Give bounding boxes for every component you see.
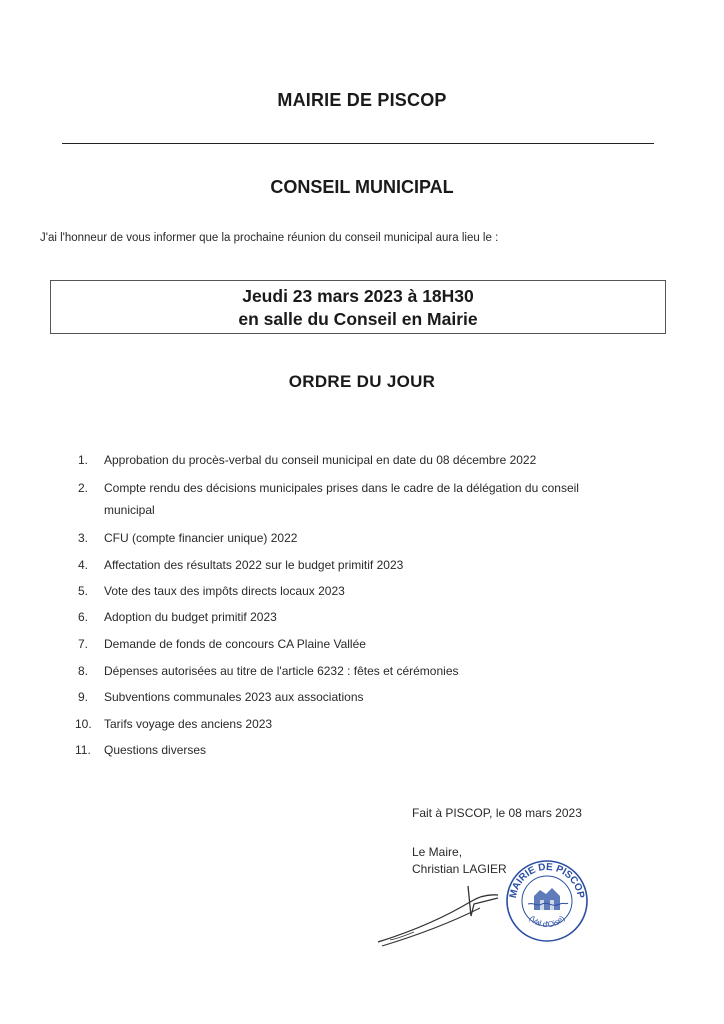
agenda-item <box>78 531 297 545</box>
agenda-item-number: 6. <box>78 610 89 624</box>
document-title: MAIRIE DE PISCOP <box>277 90 447 110</box>
agenda-item-text: Adoption du budget primitif 2023 <box>104 610 277 624</box>
document-subtitle: CONSEIL MUNICIPAL <box>270 177 454 197</box>
meeting-date: Jeudi 23 mars 2023 à 18H30 <box>242 286 474 306</box>
agenda-item-text: Subventions communales 2023 aux associations <box>104 690 364 704</box>
svg-text:MAIRIE DE PISCOP: MAIRIE DE PISCOP <box>508 861 586 900</box>
agenda-item <box>78 558 403 572</box>
agenda-item-text: Dépenses autorisées au titre de l'article 6232 : fêtes et cérémonies <box>104 664 459 678</box>
agenda-item-number: 10. <box>75 717 92 731</box>
meeting-place: en salle du Conseil en Mairie <box>238 309 478 329</box>
svg-text:(Val d'Oise): (Val d'Oise) <box>527 913 567 930</box>
place-and-date: Fait à PISCOP, le 08 mars 2023 <box>412 806 582 820</box>
agenda-item <box>78 664 459 678</box>
agenda-item-text: Vote des taux des impôts directs locaux 2023 <box>104 584 345 598</box>
agenda-item-number: 11. <box>75 743 91 757</box>
agenda-item <box>78 453 536 467</box>
mairie-stamp <box>504 858 590 944</box>
signatory-name: Christian LAGIER <box>412 862 507 876</box>
agenda-title: ORDRE DU JOUR <box>288 372 436 391</box>
agenda-item-text: Demande de fonds de concours CA Plaine Vallée <box>104 637 366 651</box>
intro-text: J'ai l'honneur de vous informer que la prochaine réunion du conseil municipal aura lieu le : <box>40 232 499 244</box>
agenda-item-number: 4. <box>78 558 89 572</box>
agenda-item-number: 2. <box>78 481 89 495</box>
agenda-item-text-continued: municipal <box>104 503 155 517</box>
agenda-item <box>75 717 272 731</box>
agenda-item-text: Approbation du procès-verbal du conseil municipal en date du 08 décembre 2022 <box>104 453 537 467</box>
agenda-item <box>78 610 277 624</box>
handwritten-signature <box>370 880 510 950</box>
title-divider <box>62 143 654 144</box>
agenda-item-number: 7. <box>78 637 89 651</box>
agenda-item <box>78 690 364 704</box>
agenda-item <box>78 637 366 651</box>
agenda-item-text: Questions diverses <box>104 743 207 757</box>
agenda-item-number: 3. <box>78 531 89 545</box>
agenda-item-text: Compte rendu des décisions municipales prises dans le cadre de la délégation du conseil <box>104 481 579 495</box>
agenda-item-text: Affectation des résultats 2022 sur le budget primitif 2023 <box>104 558 404 572</box>
agenda-item-text: Tarifs voyage des anciens 2023 <box>104 717 273 731</box>
agenda-item <box>78 584 345 598</box>
agenda-item-number: 5. <box>78 584 89 598</box>
agenda-item-number: 9. <box>78 690 89 704</box>
agenda-item-number: 8. <box>78 664 89 678</box>
agenda-item-number: 1. <box>78 453 89 467</box>
agenda-item <box>75 743 206 757</box>
agenda-item <box>78 481 579 517</box>
signatory-role: Le Maire, <box>412 845 463 859</box>
agenda-item-text: CFU (compte financier unique) 2022 <box>104 531 298 545</box>
meeting-date-box <box>50 280 666 334</box>
